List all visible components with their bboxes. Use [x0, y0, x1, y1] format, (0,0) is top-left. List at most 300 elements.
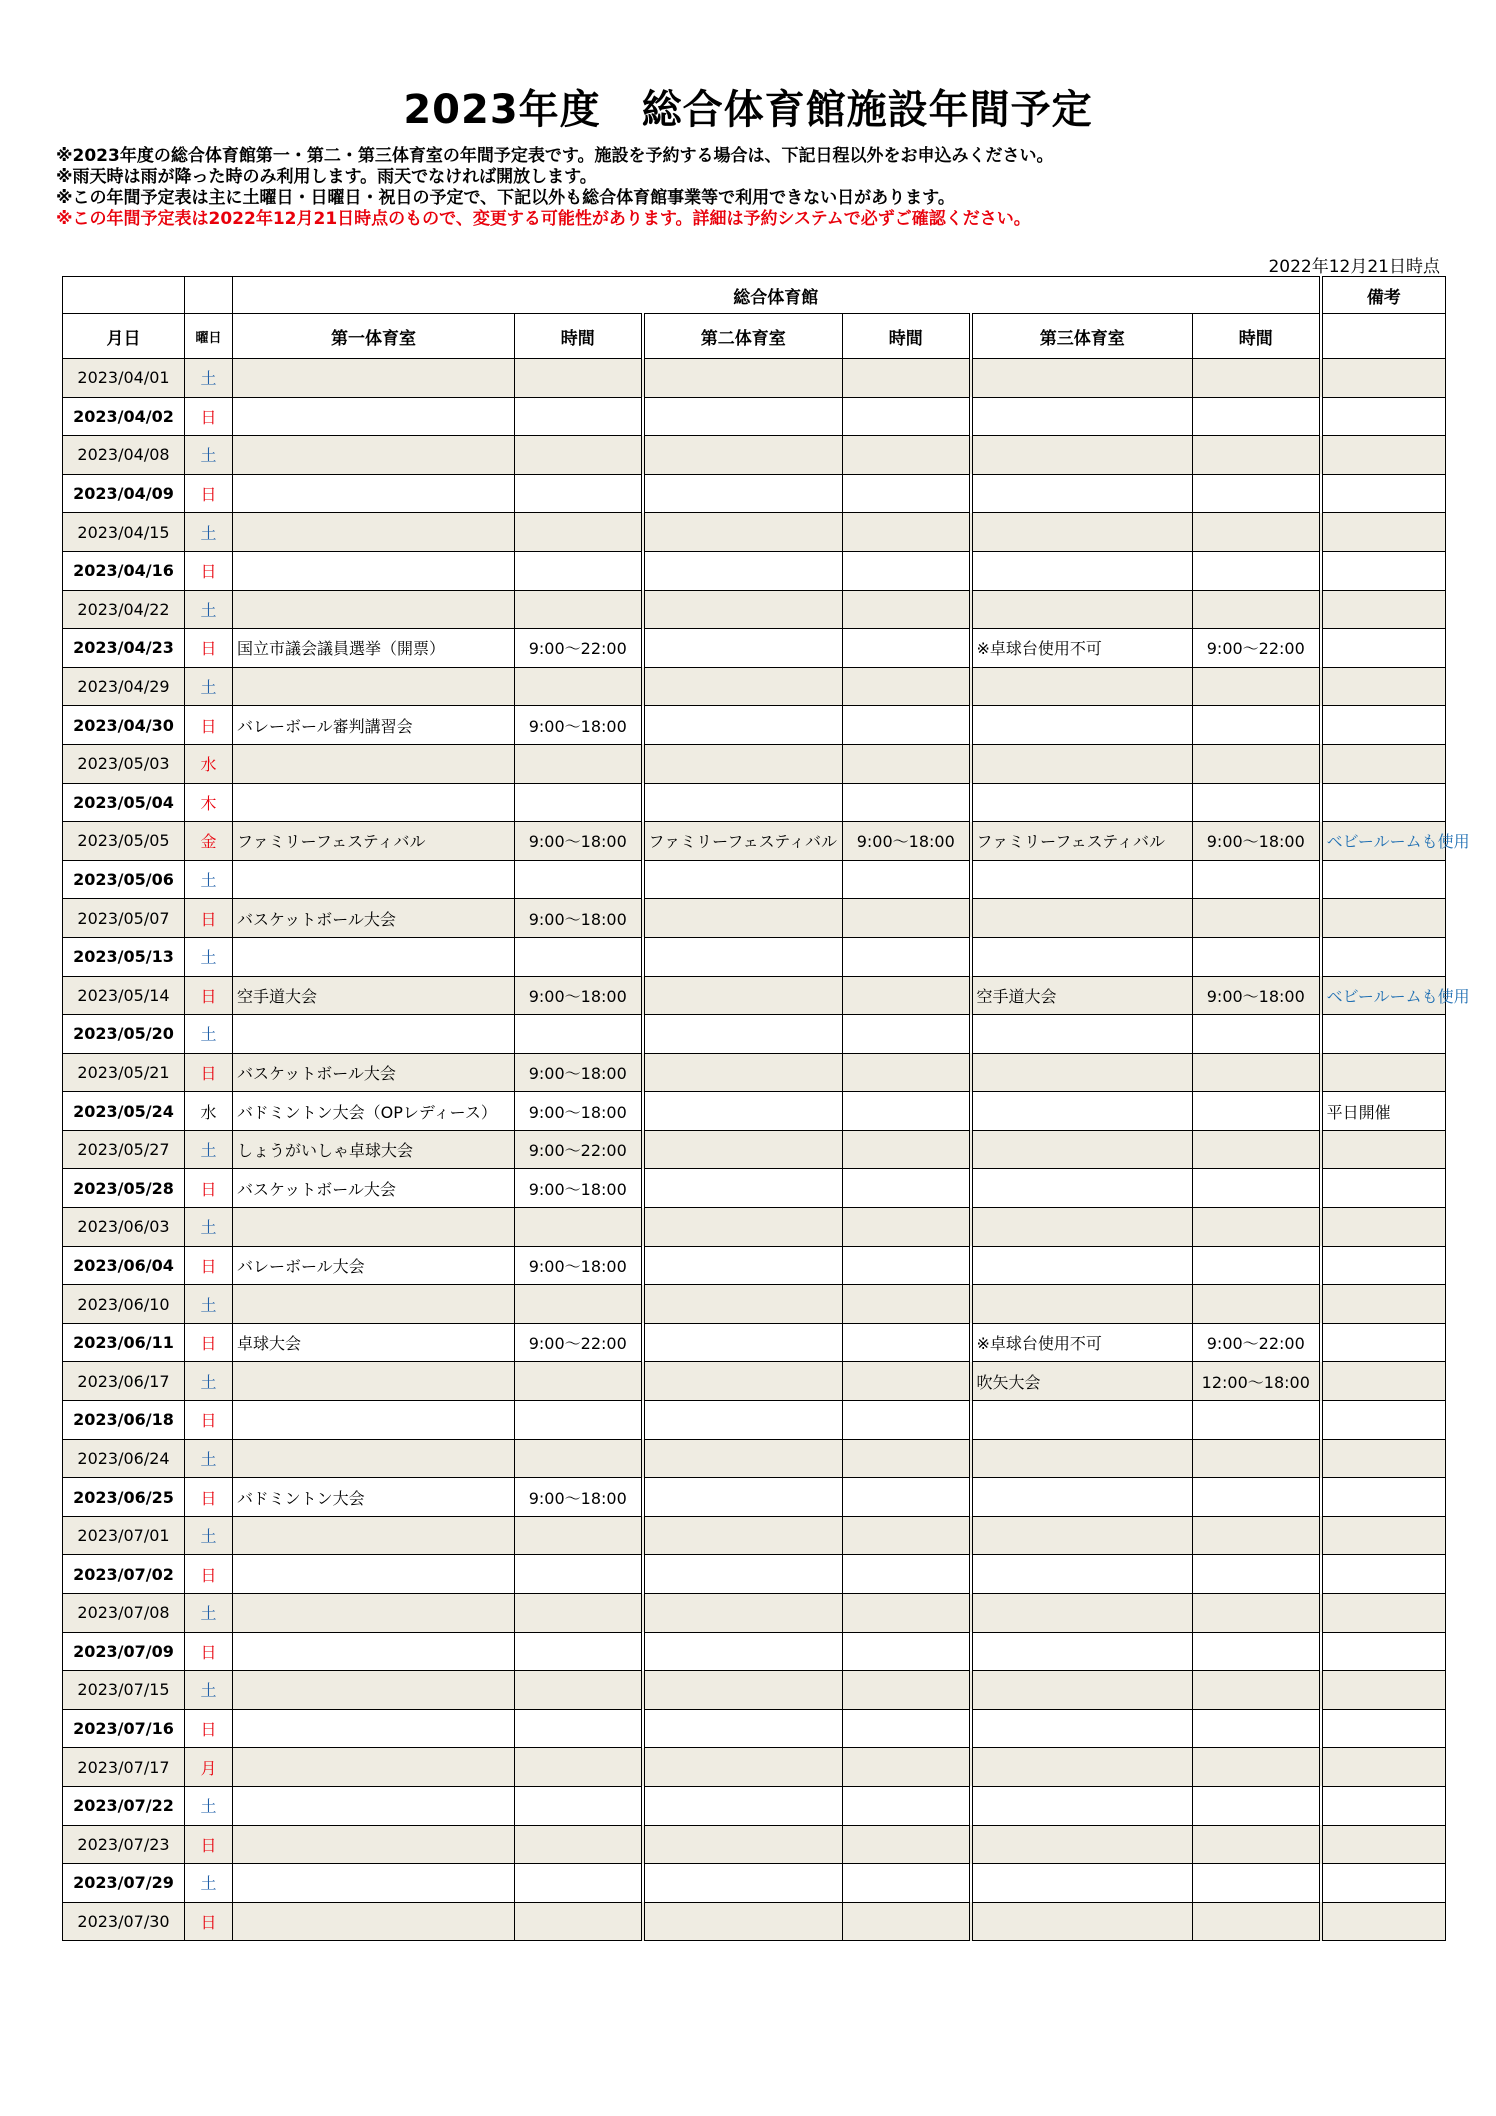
room3-event-cell — [971, 1748, 1193, 1787]
room1-event-cell — [233, 1632, 515, 1671]
table-row — [63, 1439, 1446, 1478]
date-cell: 2023/05/05 — [63, 822, 185, 861]
room1-time-cell — [515, 1555, 643, 1594]
dow-cell: 土 — [185, 1015, 233, 1054]
room3-event-cell: ※卓球台使用不可 — [971, 1323, 1193, 1362]
room2-time-cell — [843, 1632, 971, 1671]
date-cell: 2023/07/17 — [63, 1748, 185, 1787]
table-row — [63, 436, 1446, 475]
page-title: 2023年度 総合体育館施設年間予定 — [403, 87, 1093, 133]
room1-time-cell — [515, 513, 643, 552]
room3-event-cell: 吹矢大会 — [971, 1362, 1193, 1401]
room2-time-cell — [843, 513, 971, 552]
date-cell: 2023/06/04 — [63, 1246, 185, 1285]
date-cell: 2023/05/04 — [63, 783, 185, 822]
room3-event-cell — [971, 1825, 1193, 1864]
room1-time-cell: 9:00～18:00 — [515, 899, 643, 938]
room3-time-cell: 9:00～18:00 — [1193, 976, 1321, 1015]
room2-event-cell — [643, 783, 843, 822]
room3-time-cell — [1193, 1632, 1321, 1671]
date-cell: 2023/04/22 — [63, 590, 185, 629]
room2-event-cell — [643, 1401, 843, 1440]
table-row — [63, 1671, 1446, 1710]
table-row — [63, 1902, 1446, 1941]
room1-event-cell — [233, 1516, 515, 1555]
dow-cell: 日 — [185, 397, 233, 436]
room2-time-cell — [843, 1478, 971, 1517]
table-row — [63, 1594, 1446, 1633]
room3-event-cell — [971, 474, 1193, 513]
room1-event-cell: しょうがいしゃ卓球大会 — [233, 1130, 515, 1169]
remarks-cell — [1321, 1053, 1446, 1092]
room2-event-cell — [643, 590, 843, 629]
room3-event-cell — [971, 1478, 1193, 1517]
table-row — [63, 1246, 1446, 1285]
dow-cell: 月 — [185, 1748, 233, 1787]
room3-time-cell — [1193, 1786, 1321, 1825]
table-row — [63, 1130, 1446, 1169]
table-row — [63, 359, 1446, 398]
table-row — [63, 551, 1446, 590]
schedule-rows — [63, 359, 1470, 1941]
room3-time-cell: 9:00～18:00 — [1193, 822, 1321, 861]
dow-cell: 金 — [185, 822, 233, 861]
table-row — [63, 744, 1446, 783]
room1-time-cell — [515, 436, 643, 475]
dow-cell: 日 — [185, 1053, 233, 1092]
table-row — [63, 513, 1446, 552]
remarks-cell — [1321, 1632, 1446, 1671]
date-cell: 2023/04/01 — [63, 359, 185, 398]
room1-event-cell — [233, 1555, 515, 1594]
remarks-cell — [1321, 1555, 1446, 1594]
dow-cell: 土 — [185, 1439, 233, 1478]
room1-event-cell — [233, 1748, 515, 1787]
room3-event-cell — [971, 1902, 1193, 1941]
remarks-cell — [1321, 1285, 1446, 1324]
room1-event-cell: バレーボール大会 — [233, 1246, 515, 1285]
room2-time-cell — [843, 937, 971, 976]
room2-time-cell — [843, 860, 971, 899]
room2-event-cell — [643, 1092, 843, 1131]
date-cell: 2023/07/29 — [63, 1864, 185, 1903]
room3-event-cell — [971, 436, 1193, 475]
room3-time-cell: 9:00～22:00 — [1193, 1323, 1321, 1362]
table-row — [63, 629, 1446, 668]
room2-event-cell — [643, 397, 843, 436]
room1-time-cell — [515, 1748, 643, 1787]
room1-event-cell — [233, 1671, 515, 1710]
room2-time-cell — [843, 1092, 971, 1131]
room1-time-cell — [515, 1864, 643, 1903]
room2-time-cell — [843, 474, 971, 513]
room1-event-cell — [233, 436, 515, 475]
room2-event-cell — [643, 629, 843, 668]
date-cell: 2023/05/20 — [63, 1015, 185, 1054]
room2-event-cell — [643, 1015, 843, 1054]
room2-time-cell — [843, 436, 971, 475]
room3-event-cell — [971, 1130, 1193, 1169]
remarks-cell — [1321, 1748, 1446, 1787]
remarks-cell — [1321, 474, 1446, 513]
date-cell: 2023/04/08 — [63, 436, 185, 475]
remarks-cell — [1321, 513, 1446, 552]
room1-event-cell — [233, 1786, 515, 1825]
room2-time-cell — [843, 1516, 971, 1555]
note-line-warning: ※この年間予定表は2022年12月21日時点のもので、変更する可能性があります。詳細は予約システムで必ずご確認ください。 — [56, 209, 1031, 229]
table-row — [63, 590, 1446, 629]
header-time2: 時間 — [843, 314, 971, 359]
room2-time-cell — [843, 1169, 971, 1208]
room3-time-cell — [1193, 1555, 1321, 1594]
room2-event-cell — [643, 1632, 843, 1671]
table-row — [63, 1053, 1446, 1092]
date-cell: 2023/07/30 — [63, 1902, 185, 1941]
room3-time-cell: 12:00～18:00 — [1193, 1362, 1321, 1401]
date-cell: 2023/05/03 — [63, 744, 185, 783]
room3-event-cell — [971, 1208, 1193, 1247]
room3-time-cell — [1193, 1864, 1321, 1903]
room3-event-cell — [971, 1864, 1193, 1903]
room2-event-cell — [643, 359, 843, 398]
dow-cell: 土 — [185, 1671, 233, 1710]
dow-cell: 日 — [185, 551, 233, 590]
room2-time-cell — [843, 706, 971, 745]
room3-time-cell: 9:00～22:00 — [1193, 629, 1321, 668]
table-row — [63, 397, 1446, 436]
table-row — [63, 860, 1446, 899]
header-dow: 曜日 — [185, 314, 233, 359]
room2-time-cell — [843, 1748, 971, 1787]
room3-event-cell: ※卓球台使用不可 — [971, 629, 1193, 668]
date-cell: 2023/04/16 — [63, 551, 185, 590]
room3-event-cell — [971, 1555, 1193, 1594]
table-row — [63, 667, 1446, 706]
dow-cell: 日 — [185, 1709, 233, 1748]
room2-event-cell — [643, 1709, 843, 1748]
room3-time-cell — [1193, 1053, 1321, 1092]
room1-event-cell — [233, 1709, 515, 1748]
room2-event-cell — [643, 1594, 843, 1633]
room3-event-cell — [971, 937, 1193, 976]
table-row — [63, 1401, 1446, 1440]
room1-time-cell — [515, 1902, 643, 1941]
room2-event-cell — [643, 1786, 843, 1825]
room1-event-cell — [233, 513, 515, 552]
date-cell: 2023/07/01 — [63, 1516, 185, 1555]
room2-event-cell — [643, 474, 843, 513]
table-row — [63, 1555, 1446, 1594]
remarks-cell — [1321, 629, 1446, 668]
dow-cell: 土 — [185, 1362, 233, 1401]
room1-time-cell: 9:00～18:00 — [515, 1246, 643, 1285]
room3-event-cell — [971, 860, 1193, 899]
date-cell: 2023/05/06 — [63, 860, 185, 899]
room3-event-cell — [971, 706, 1193, 745]
room2-time-cell — [843, 1825, 971, 1864]
room1-time-cell: 9:00～18:00 — [515, 1478, 643, 1517]
room3-time-cell — [1193, 1671, 1321, 1710]
remarks-cell — [1321, 744, 1446, 783]
header-date: 月日 — [63, 314, 185, 359]
table-row — [63, 822, 1446, 861]
date-cell: 2023/07/23 — [63, 1825, 185, 1864]
dow-cell: 日 — [185, 1323, 233, 1362]
room3-time-cell — [1193, 590, 1321, 629]
room3-event-cell — [971, 1786, 1193, 1825]
room1-time-cell: 9:00～18:00 — [515, 976, 643, 1015]
table-row — [63, 1825, 1446, 1864]
remarks-cell — [1321, 706, 1446, 745]
room1-event-cell — [233, 1439, 515, 1478]
room1-time-cell: 9:00～18:00 — [515, 1092, 643, 1131]
header-room2: 第二体育室 — [643, 314, 843, 359]
room3-event-cell — [971, 359, 1193, 398]
room1-time-cell — [515, 551, 643, 590]
dow-cell: 日 — [185, 706, 233, 745]
room3-time-cell — [1193, 1246, 1321, 1285]
room2-event-cell — [643, 1169, 843, 1208]
room1-time-cell — [515, 1401, 643, 1440]
room2-time-cell — [843, 1362, 971, 1401]
note-line: ※2023年度の総合体育館第一・第二・第三体育室の年間予定表です。施設を予約する場合は、下記日程以外をお申込みください。 — [56, 146, 1054, 166]
room3-time-cell — [1193, 1285, 1321, 1324]
remarks-cell — [1321, 1671, 1446, 1710]
dow-cell: 土 — [185, 1864, 233, 1903]
table-row — [63, 1709, 1446, 1748]
room3-event-cell — [971, 1671, 1193, 1710]
room1-time-cell — [515, 1594, 643, 1633]
date-cell: 2023/05/21 — [63, 1053, 185, 1092]
room2-time-cell — [843, 899, 971, 938]
room2-event-cell — [643, 1748, 843, 1787]
room1-time-cell: 9:00～18:00 — [515, 1169, 643, 1208]
room3-event-cell — [971, 1246, 1193, 1285]
room1-event-cell — [233, 1208, 515, 1247]
room1-event-cell — [233, 1285, 515, 1324]
date-cell: 2023/06/10 — [63, 1285, 185, 1324]
header-blank-date — [63, 277, 185, 314]
room3-time-cell — [1193, 1015, 1321, 1054]
remarks-cell — [1321, 359, 1446, 398]
room2-event-cell — [643, 667, 843, 706]
room2-event-cell — [643, 1362, 843, 1401]
room1-time-cell — [515, 783, 643, 822]
header-time1: 時間 — [515, 314, 643, 359]
remarks-cell: 平日開催 — [1321, 1092, 1446, 1131]
room2-time-cell — [843, 1671, 971, 1710]
room3-time-cell — [1193, 359, 1321, 398]
date-cell: 2023/06/11 — [63, 1323, 185, 1362]
table-row — [63, 937, 1446, 976]
room2-time-cell — [843, 1015, 971, 1054]
room3-time-cell — [1193, 436, 1321, 475]
note-line: ※雨天時は雨が降った時のみ利用します。雨天でなければ開放します。 — [56, 167, 597, 187]
room2-time-cell — [843, 1902, 971, 1941]
room2-time-cell — [843, 1439, 971, 1478]
remarks-cell: ベビールームも使用 — [1321, 976, 1446, 1015]
room2-event-cell — [643, 706, 843, 745]
table-row — [63, 976, 1446, 1015]
room1-event-cell — [233, 551, 515, 590]
room1-time-cell — [515, 667, 643, 706]
room1-event-cell: バスケットボール大会 — [233, 1053, 515, 1092]
room2-event-cell — [643, 1130, 843, 1169]
dow-cell: 水 — [185, 1092, 233, 1131]
table-row — [63, 474, 1446, 513]
room1-event-cell — [233, 667, 515, 706]
room2-event-cell — [643, 1439, 843, 1478]
remarks-cell — [1321, 1709, 1446, 1748]
room2-time-cell — [843, 1555, 971, 1594]
room2-time-cell — [843, 590, 971, 629]
room2-time-cell — [843, 551, 971, 590]
room3-event-cell — [971, 744, 1193, 783]
dow-cell: 日 — [185, 1902, 233, 1941]
dow-cell: 日 — [185, 976, 233, 1015]
room2-time-cell — [843, 1786, 971, 1825]
room1-event-cell: バレーボール審判講習会 — [233, 706, 515, 745]
remarks-cell — [1321, 1825, 1446, 1864]
date-cell: 2023/05/13 — [63, 937, 185, 976]
date-cell: 2023/05/24 — [63, 1092, 185, 1131]
remarks-cell — [1321, 1208, 1446, 1247]
table-row — [63, 1092, 1446, 1131]
date-cell: 2023/07/22 — [63, 1786, 185, 1825]
dow-cell: 土 — [185, 1208, 233, 1247]
header-remarks-blank — [1321, 314, 1446, 359]
table-row — [63, 1478, 1446, 1517]
table-row — [63, 1015, 1446, 1054]
dow-cell: 日 — [185, 1825, 233, 1864]
remarks-cell: ベビールームも使用 — [1321, 822, 1446, 861]
room2-event-cell — [643, 1902, 843, 1941]
room2-event-cell — [643, 1053, 843, 1092]
room2-time-cell — [843, 976, 971, 1015]
room1-event-cell — [233, 590, 515, 629]
dow-cell: 土 — [185, 1786, 233, 1825]
room1-time-cell — [515, 1439, 643, 1478]
table-row — [63, 706, 1446, 745]
remarks-cell — [1321, 397, 1446, 436]
room2-event-cell — [643, 937, 843, 976]
remarks-cell — [1321, 1246, 1446, 1285]
room3-event-cell — [971, 1439, 1193, 1478]
room1-time-cell — [515, 1671, 643, 1710]
dow-cell: 日 — [185, 899, 233, 938]
date-cell: 2023/06/17 — [63, 1362, 185, 1401]
room3-time-cell — [1193, 1825, 1321, 1864]
remarks-cell — [1321, 1516, 1446, 1555]
header-room3: 第三体育室 — [971, 314, 1193, 359]
room3-time-cell — [1193, 899, 1321, 938]
room2-event-cell — [643, 976, 843, 1015]
room1-time-cell — [515, 1015, 643, 1054]
room1-event-cell — [233, 397, 515, 436]
date-cell: 2023/04/29 — [63, 667, 185, 706]
room2-event-cell — [643, 860, 843, 899]
dow-cell: 土 — [185, 860, 233, 899]
room2-time-cell — [843, 744, 971, 783]
dow-cell: 土 — [185, 1130, 233, 1169]
room2-time-cell — [843, 667, 971, 706]
room3-time-cell — [1193, 551, 1321, 590]
remarks-cell — [1321, 1439, 1446, 1478]
room1-event-cell: バドミントン大会 — [233, 1478, 515, 1517]
remarks-cell — [1321, 436, 1446, 475]
date-cell: 2023/04/02 — [63, 397, 185, 436]
header-group: 総合体育館 — [233, 277, 1321, 314]
room1-event-cell — [233, 783, 515, 822]
date-cell: 2023/07/15 — [63, 1671, 185, 1710]
room2-time-cell — [843, 1864, 971, 1903]
room2-event-cell — [643, 1323, 843, 1362]
room1-event-cell — [233, 1902, 515, 1941]
room1-event-cell — [233, 860, 515, 899]
room1-event-cell: バスケットボール大会 — [233, 1169, 515, 1208]
room1-time-cell — [515, 744, 643, 783]
date-cell: 2023/04/15 — [63, 513, 185, 552]
dow-cell: 日 — [185, 1401, 233, 1440]
room3-time-cell — [1193, 1902, 1321, 1941]
room2-time-cell — [843, 1709, 971, 1748]
room1-event-cell — [233, 1015, 515, 1054]
schedule-table — [62, 276, 1470, 1941]
room1-event-cell: 卓球大会 — [233, 1323, 515, 1362]
header-time3: 時間 — [1193, 314, 1321, 359]
remarks-cell — [1321, 1478, 1446, 1517]
dow-cell: 日 — [185, 1169, 233, 1208]
room3-event-cell — [971, 397, 1193, 436]
room1-time-cell — [515, 1709, 643, 1748]
room3-time-cell — [1193, 1208, 1321, 1247]
room2-event-cell — [643, 1246, 843, 1285]
room2-time-cell — [843, 1594, 971, 1633]
table-row — [63, 1285, 1446, 1324]
room2-time-cell — [843, 1246, 971, 1285]
table-row — [63, 1864, 1446, 1903]
remarks-cell — [1321, 1401, 1446, 1440]
table-row — [63, 1516, 1446, 1555]
remarks-cell — [1321, 590, 1446, 629]
remarks-cell — [1321, 783, 1446, 822]
room1-event-cell — [233, 744, 515, 783]
room1-time-cell — [515, 397, 643, 436]
room1-time-cell — [515, 1825, 643, 1864]
note-line: ※この年間予定表は主に土曜日・日曜日・祝日の予定で、下記以外も総合体育館事業等で利用できない日があります。 — [56, 188, 955, 208]
remarks-cell — [1321, 551, 1446, 590]
remarks-cell — [1321, 1902, 1446, 1941]
room3-time-cell — [1193, 860, 1321, 899]
remarks-cell — [1321, 1594, 1446, 1633]
date-cell: 2023/05/27 — [63, 1130, 185, 1169]
room1-event-cell — [233, 474, 515, 513]
room2-time-cell — [843, 1323, 971, 1362]
room1-time-cell — [515, 359, 643, 398]
room3-time-cell — [1193, 1439, 1321, 1478]
table-row — [63, 783, 1446, 822]
room1-time-cell — [515, 937, 643, 976]
remarks-cell — [1321, 1323, 1446, 1362]
dow-cell: 日 — [185, 474, 233, 513]
room3-event-cell — [971, 513, 1193, 552]
room1-time-cell — [515, 590, 643, 629]
room3-time-cell — [1193, 1169, 1321, 1208]
room3-event-cell — [971, 1092, 1193, 1131]
room2-time-cell — [843, 1208, 971, 1247]
remarks-cell — [1321, 899, 1446, 938]
date-cell: 2023/06/24 — [63, 1439, 185, 1478]
